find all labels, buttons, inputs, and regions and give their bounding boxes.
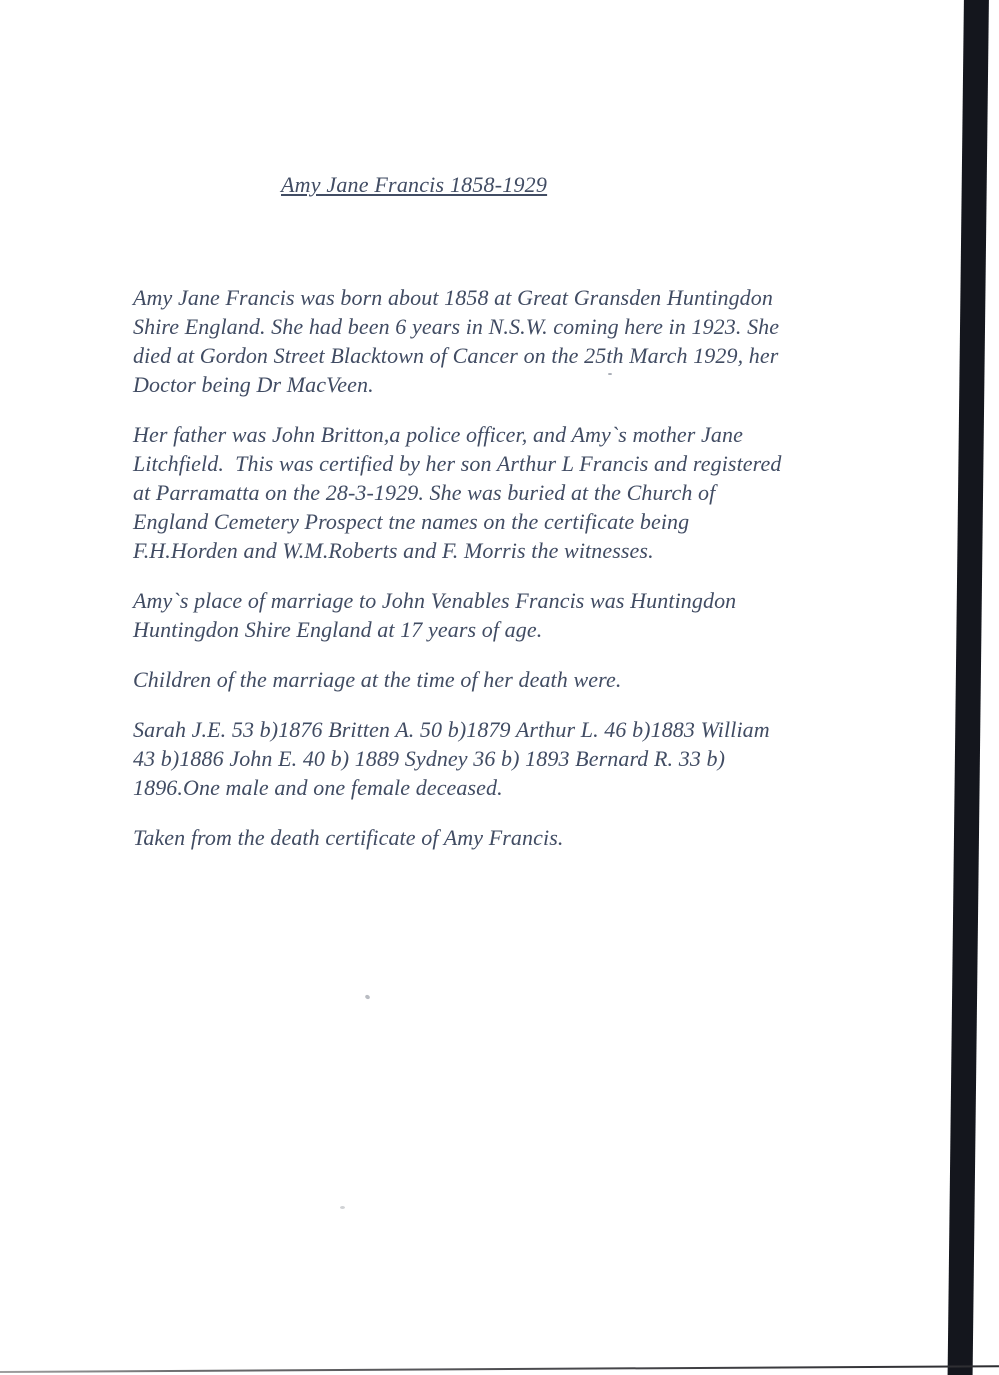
scan-speck: [364, 994, 370, 1000]
text-line: Litchfield. This was certified by her son Arthur L Francis and registered: [133, 451, 782, 476]
text-line: Taken from the death certificate of Amy Francis.: [133, 825, 564, 850]
text-line: F.H.Horden and W.M.Roberts and F. Morris the witnesses.: [133, 538, 654, 563]
text-line: died at Gordon Street Blacktown of Cancer on the 25th March 1929, her: [133, 343, 779, 368]
paragraph: [133, 715, 893, 802]
text-line: Amy Jane Francis was born about 1858 at Great Gransden Huntingdon: [133, 285, 773, 310]
text-line: Shire England. She had been 6 years in N.S.W. coming here in 1923. She: [133, 314, 780, 339]
paragraph: [133, 823, 893, 852]
scan-bottom-edge-line: [0, 1365, 999, 1373]
text-line: Amy`s place of marriage to John Venables Francis was Huntingdon: [133, 588, 737, 613]
text-line: Huntingdon Shire England at 17 years of age.: [133, 617, 543, 642]
document-body: [133, 283, 893, 873]
paragraph: [133, 283, 893, 399]
scan-edge-bar: [947, 0, 989, 1375]
text-line: Her father was John Britton,a police officer, and Amy`s mother Jane: [133, 422, 743, 447]
text-line: 43 b)1886 John E. 40 b) 1889 Sydney 36 b) 1893 Bernard R. 33 b): [133, 746, 726, 771]
text-line: Children of the marriage at the time of her death were.: [133, 667, 622, 692]
text-line: at Parramatta on the 28-3-1929. She was buried at the Church of: [133, 480, 716, 505]
document-title: Amy Jane Francis 1858-1929: [281, 172, 548, 197]
paragraph: [133, 586, 893, 644]
text-line: England Cemetery Prospect tne names on the certificate being: [133, 509, 690, 534]
scan-speck: [340, 1206, 345, 1209]
text-line: Sarah J.E. 53 b)1876 Britten A. 50 b)1879 Arthur L. 46 b)1883 William: [133, 717, 770, 742]
paragraph: [133, 420, 893, 565]
scan-speck: [608, 373, 612, 375]
text-line: Doctor being Dr MacVeen.: [133, 372, 374, 397]
paragraph: [133, 665, 893, 694]
text-line: 1896.One male and one female deceased.: [133, 775, 503, 800]
